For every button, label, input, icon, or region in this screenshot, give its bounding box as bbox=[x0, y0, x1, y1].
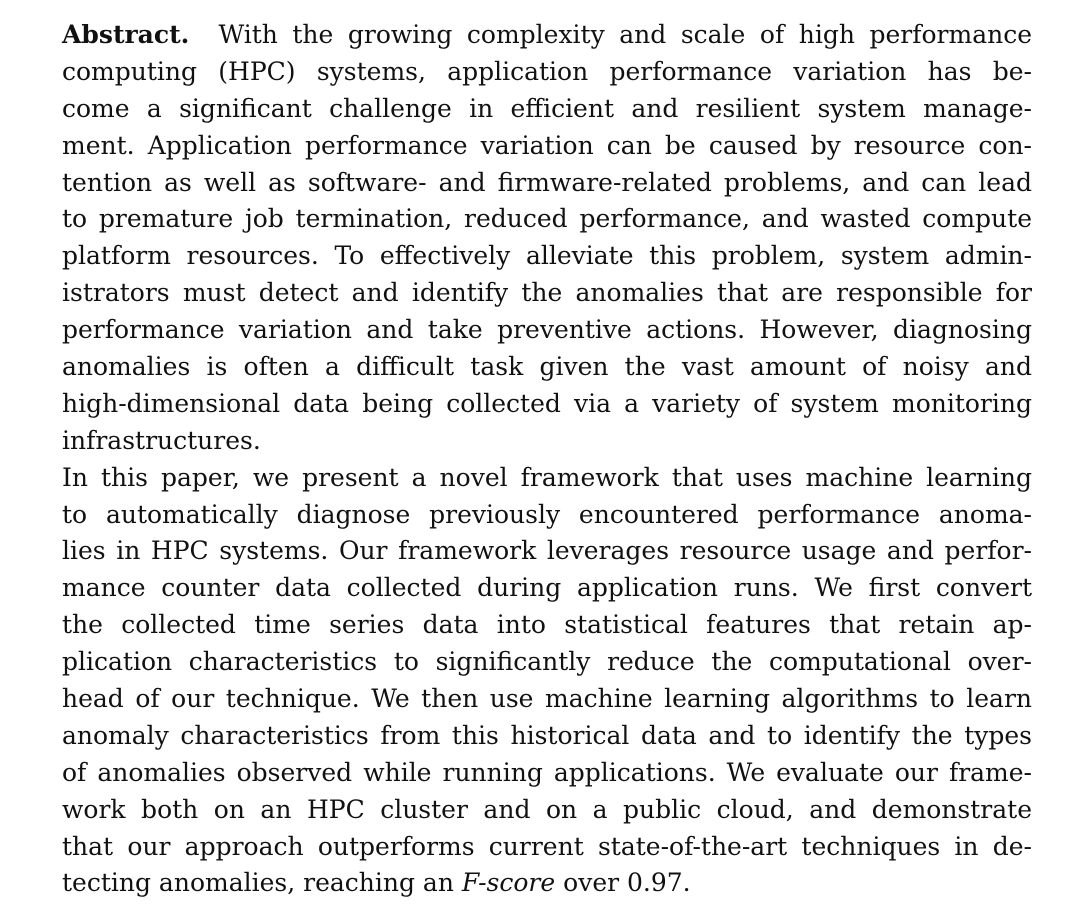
abstract-line bbox=[62, 17, 1032, 54]
paragraph-line: In this paper, we present a novel framework that uses machine learning bbox=[62, 462, 1032, 492]
paragraph-line: mance counter data collected during application runs. We first convert bbox=[62, 573, 1032, 603]
paragraph-line: the collected time series data into statistical features that retain ap- bbox=[62, 610, 1032, 640]
final-line-text: tecting anomalies, reaching an bbox=[62, 868, 454, 898]
f-score-term: F-score bbox=[461, 868, 556, 898]
paragraph-line: anomaly characteristics from this historical data and to identify the types bbox=[62, 720, 1032, 750]
paragraph-line: work both on an HPC cluster and on a public cloud, and demonstrate bbox=[62, 794, 1032, 824]
abstract-line: computing (HPC) systems, application performance variation has be- bbox=[62, 56, 1032, 86]
abstract-line: performance variation and take preventive actions. However, diagnosing bbox=[62, 315, 1032, 345]
abstract-line: platform resources. To effectively alleviate this problem, system admin- bbox=[62, 241, 1032, 271]
abstract-line: high-dimensional data being collected via a variety of system monitoring bbox=[62, 388, 1032, 418]
paragraph-line: to automatically diagnose previously encountered performance anoma- bbox=[62, 499, 1032, 529]
paragraph-final-line bbox=[62, 865, 1032, 902]
final-line-value: over 0.97. bbox=[563, 868, 691, 898]
abstract-text: With the growing complexity and scale of high performance bbox=[218, 20, 1032, 49]
abstract-line: ment. Application performance variation can be caused by resource con- bbox=[62, 130, 1032, 160]
paragraph-line: that our approach outperforms current state-of-the-art techniques in de- bbox=[62, 831, 1032, 861]
paragraph-line: head of our technique. We then use machine learning algorithms to learn bbox=[62, 684, 1032, 714]
abstract-line: tention as well as software- and firmware-related problems, and can lead bbox=[62, 167, 1032, 197]
abstract-line: to premature job termination, reduced performance, and wasted compute bbox=[62, 204, 1032, 234]
paragraph-line: lies in HPC systems. Our framework leverages resource usage and perfor- bbox=[62, 536, 1032, 566]
abstract-heading: Abstract. bbox=[62, 20, 190, 49]
abstract-line: istrators must detect and identify the anomalies that are responsible for bbox=[62, 278, 1032, 308]
paragraph-line: of anomalies observed while running applications. We evaluate our frame- bbox=[62, 757, 1032, 787]
abstract-section bbox=[62, 17, 1032, 902]
abstract-line: anomalies is often a difficult task given the vast amount of noisy and bbox=[62, 352, 1032, 382]
paragraph-line: plication characteristics to significantly reduce the computational over- bbox=[62, 647, 1032, 677]
abstract-line: come a significant challenge in efficient and resilient system manage- bbox=[62, 93, 1032, 123]
abstract-line: infrastructures. bbox=[62, 425, 261, 455]
